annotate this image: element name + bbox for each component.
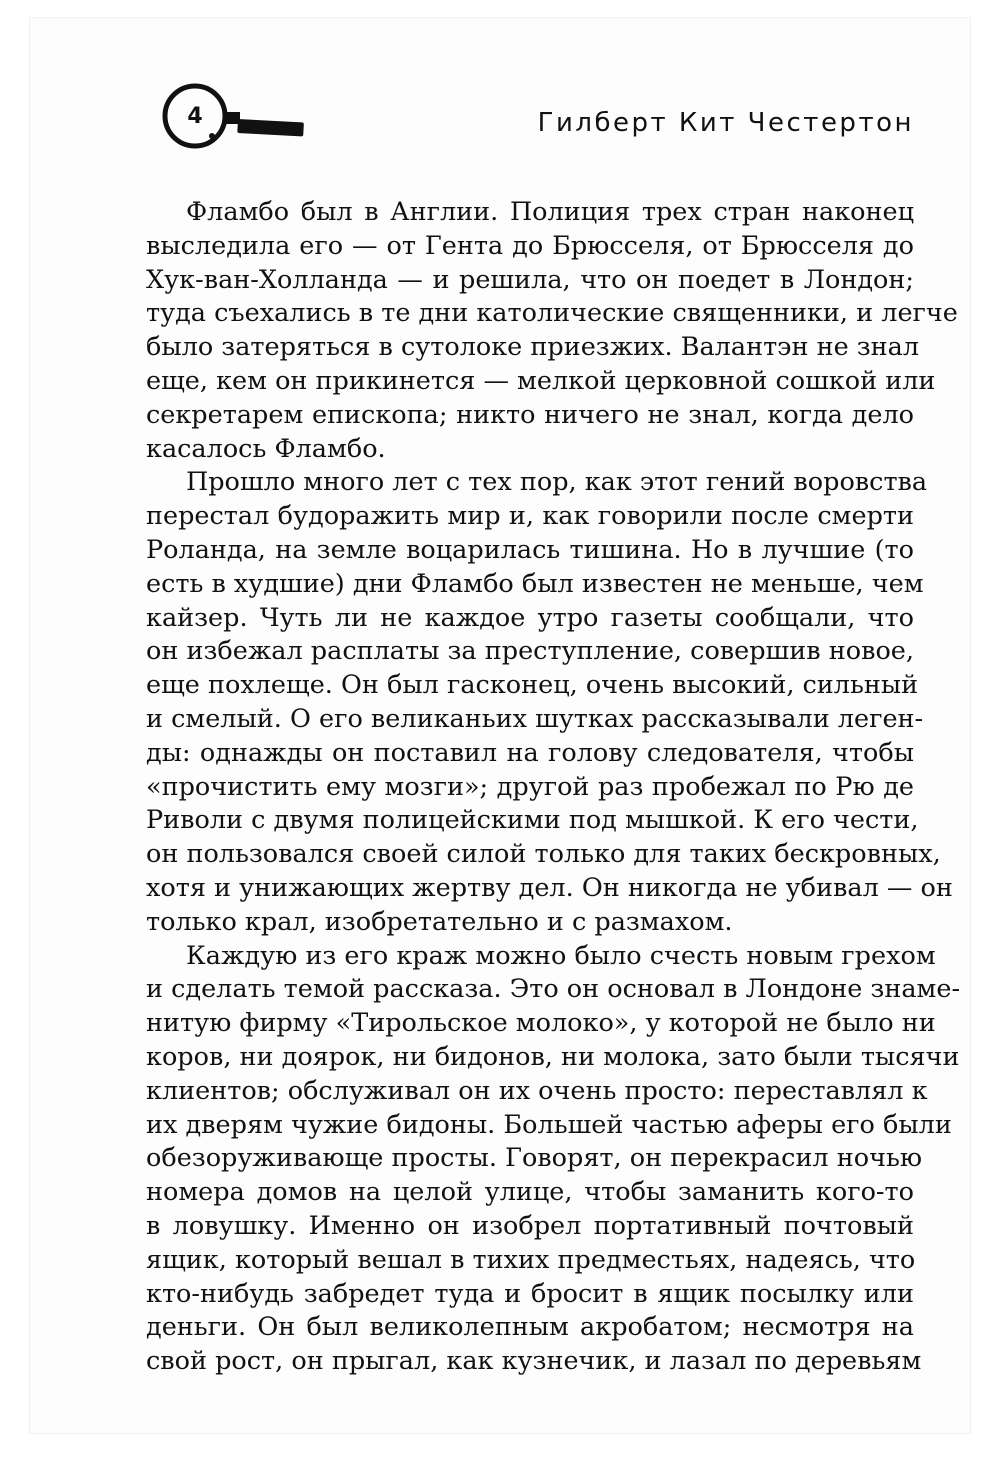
paragraph bbox=[146, 940, 961, 1379]
text-line: только крал, изобретательно и с размахом. bbox=[146, 906, 733, 937]
page-number: 4 bbox=[187, 104, 203, 129]
text-line: ды: однажды он поставил на голову следователя, чтобы bbox=[146, 737, 914, 768]
page-header bbox=[0, 0, 1000, 170]
text-line: Риволи с двумя полицейскими под мышкой. К его чести, bbox=[146, 805, 919, 836]
text-line: обезоруживающе просты. Говорят, он перекрасил ночью bbox=[146, 1143, 923, 1174]
text-line: еще похлеще. Он был гасконец, очень высокий, сильный bbox=[146, 670, 919, 701]
text-line: туда съехались в те дни католические священники, и легче bbox=[146, 298, 958, 329]
text-line: деньги. Он был великолепным акробатом; несмотря на bbox=[146, 1312, 914, 1343]
running-head-author: Гилберт Кит Честертон bbox=[537, 108, 914, 138]
text-line: еще, кем он прикинется — мелкой церковной сошкой или bbox=[146, 365, 936, 396]
text-line: было затеряться в сутолоке приезжих. Валантэн не знал bbox=[146, 332, 920, 363]
text-line: ящик, который вешал в тихих предместьях, надеясь, что bbox=[146, 1244, 916, 1275]
paragraph bbox=[146, 466, 953, 939]
text-line: кайзер. Чуть ли не каждое утро газеты сообщали, что bbox=[146, 602, 914, 633]
text-line: хотя и унижающих жертву дел. Он никогда не убивал — он bbox=[146, 872, 953, 903]
text-line: свой рост, он прыгал, как кузнечик, и лазал по деревьям bbox=[146, 1346, 922, 1377]
text-line: выследила его — от Гента до Брюсселя, от Брюсселя до bbox=[146, 230, 914, 261]
text-line: секретарем епископа; никто ничего не знал, когда дело bbox=[146, 399, 914, 430]
text-line: кто-нибудь забредет туда и бросит в ящик посылку или bbox=[146, 1278, 914, 1309]
text-line: перестал будоражить мир и, как говорили после смерти bbox=[146, 501, 914, 532]
text-line: их дверям чужие бидоны. Большей частью аферы его были bbox=[146, 1109, 952, 1140]
text-line: есть в худшие) дни Фламбо был известен не меньше, чем bbox=[146, 568, 924, 599]
text-line: нитую фирму «Тирольское молоко», у которой не было ни bbox=[146, 1008, 936, 1039]
text-line: Каждую из его краж можно было счесть новым грехом bbox=[186, 940, 936, 971]
text-line: номера домов на целой улице, чтобы заманить кого-то bbox=[146, 1177, 914, 1208]
text-line: и сделать темой рассказа. Это он основал в Лондоне знаме- bbox=[146, 974, 961, 1005]
text-line: Роланда, на земле воцарилась тишина. Но в лучшие (то bbox=[146, 534, 914, 565]
paragraph bbox=[146, 196, 958, 466]
text-line: в ловушку. Именно он изобрел портативный почтовый bbox=[146, 1210, 914, 1241]
text-line: Фламбо был в Англии. Полиция трех стран наконец bbox=[186, 197, 914, 227]
text-line: касалось Фламбо. bbox=[146, 433, 386, 464]
text-line: клиентов; обслуживал он их очень просто: переставлял к bbox=[146, 1075, 928, 1106]
text-line: коров, ни доярок, ни бидонов, ни молока, зато были тысячи bbox=[146, 1041, 960, 1072]
text-line: и смелый. О его великаньих шутках рассказывали леген- bbox=[146, 703, 924, 734]
text-line: он пользовался своей силой только для таких бескровных, bbox=[146, 839, 941, 870]
body-text bbox=[146, 196, 961, 1379]
text-line: он избежал расплаты за преступление, совершив новое, bbox=[146, 636, 914, 667]
text-line: Хук-ван-Холланда — и решила, что он поедет в Лондон; bbox=[146, 264, 914, 295]
text-line: Прошло много лет с тех пор, как этот гений воровства bbox=[186, 467, 928, 498]
text-line: «прочистить ему мозги»; другой раз пробежал по Рю де bbox=[146, 771, 914, 802]
